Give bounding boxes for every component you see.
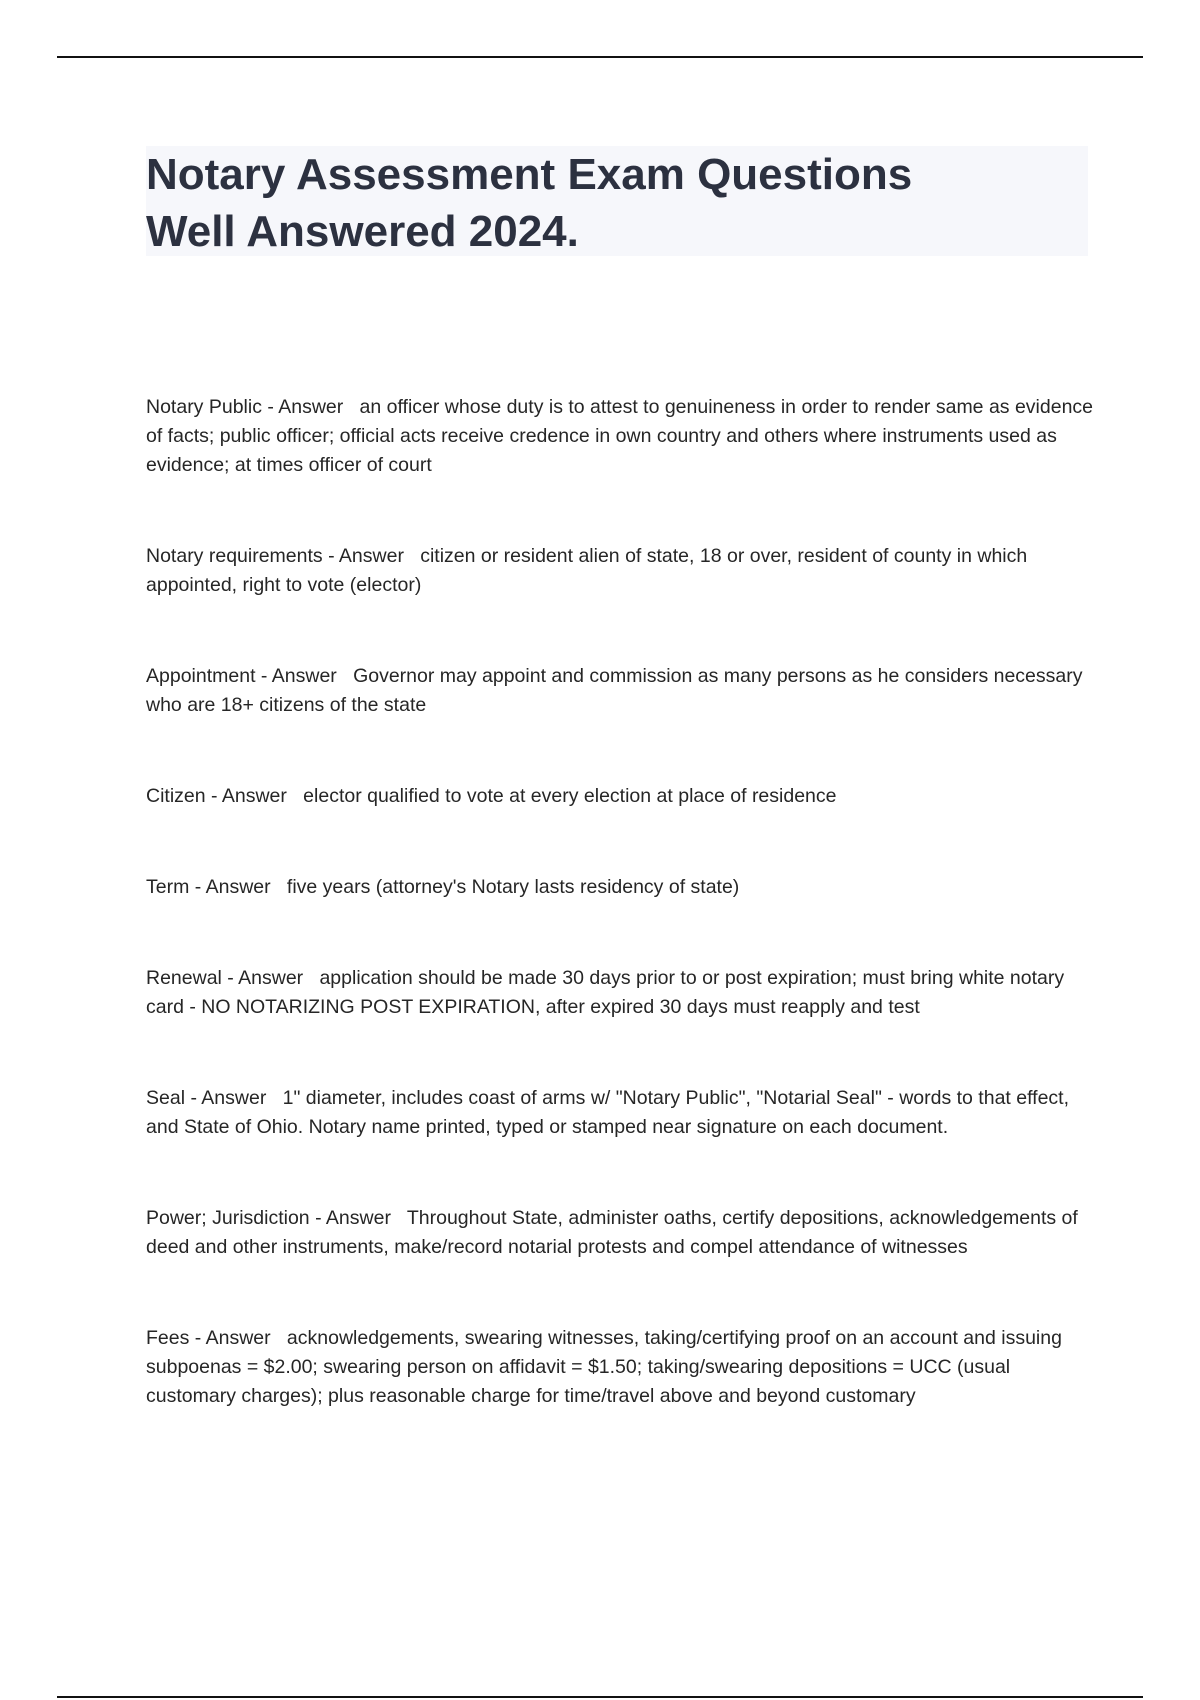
top-rule [57,56,1143,58]
qa-answer: an officer whose duty is to attest to genuineness in order to render same as evidence of facts; public officer; official acts receive credence in own country and others where instruments used as evidence; at times officer of court [146,396,1094,476]
qa-answer-label: Answer [325,1207,391,1229]
qa-answer: elector qualified to vote at every election at place of residence [303,785,837,807]
qa-term: Fees [146,1327,190,1349]
qa-answer: 1" diameter, includes coast of arms w/ "Notary Public", "Notarial Seal" - words to that effect, and State of Ohio. Notary name printed, typed or stamped near signature on each document. [146,1087,1070,1138]
qa-item: Appointment - Answer Governor may appoint and commission as many persons as he considers necessary who are 18+ citizens of the state [146,665,1083,716]
qa-term: Appointment [146,665,256,687]
qa-item: Citizen - Answer elector qualified to vote at every election at place of residence [146,785,837,807]
qa-answer-label: Answer [205,876,271,898]
qa-item: Seal - Answer 1" diameter, includes coast of arms w/ "Notary Public", "Notarial Seal" - words to that effect, and State of Ohio. Notary name printed, typed or stamped near signature on each document. [146,1087,1070,1138]
qa-answer-label: Answer [238,967,304,989]
qa-term: Notary Public [146,396,262,418]
qa-answer: Throughout State, administer oaths, certify depositions, acknowledgements of deed and other instruments, make/record notarial protests and compel attendance of witnesses [146,1207,1078,1258]
qa-answer: application should be made 30 days prior to or post expiration; must bring white notary card - NO NOTARIZING POST EXPIRATION, after expired 30 days must reapply and test [146,967,1065,1018]
qa-term: Notary requirements [146,545,323,567]
qa-item: Notary Public - Answer an officer whose duty is to attest to genuineness in order to render same as evidence of facts; public officer; official acts receive credence in own country and others where instruments used as evidence; at times officer of court [146,396,1094,476]
qa-term: Renewal [146,967,222,989]
qa-answer-label: Answer [338,545,404,567]
bottom-rule [57,1696,1143,1698]
qa-item: Fees - Answer acknowledgements, swearing witnesses, taking/certifying proof on an account and issuing subpoenas = $2.00; swearing person on affidavit = $1.50; taking/swearing depositions = UCC (usual customary charges); plus reasonable charge for time/travel above and beyond customary [146,1327,1062,1407]
qa-term: Citizen [146,785,206,807]
qa-answer-label: Answer [201,1087,267,1109]
qa-item: Notary requirements - Answer citizen or resident alien of state, 18 or over, resident of county in which appointed, right to vote (elector) [146,545,1028,596]
qa-term: Power; Jurisdiction [146,1207,310,1229]
qa-term: Seal [146,1087,186,1109]
qa-term: Term [146,876,190,898]
page-title: Notary Assessment Exam Questions Well Answered 2024. [146,150,913,256]
qa-answer-label: Answer [205,1327,271,1349]
qa-answer: acknowledgements, swearing witnesses, taking/certifying proof on an account and issuing subpoenas = $2.00; swearing person on affidavit = $1.50; taking/swearing depositions = UCC (usual customary charges); plus reasonable charge for time/travel above and beyond customary [146,1327,1062,1407]
qa-answer-label: Answer [278,396,344,418]
title-banner [146,146,1088,256]
qa-answer: citizen or resident alien of state, 18 or over, resident of county in which appointed, right to vote (elector) [146,545,1028,596]
qa-item: Power; Jurisdiction - Answer Throughout State, administer oaths, certify depositions, acknowledgements of deed and other instruments, make/record notarial protests and compel attendance of witnesses [146,1207,1078,1258]
qa-list [146,393,1094,1411]
qa-item: Term - Answer five years (attorney's Notary lasts residency of state) [146,876,740,898]
qa-answer-label: Answer [221,785,287,807]
qa-answer: Governor may appoint and commission as many persons as he considers necessary who are 18+ citizens of the state [146,665,1083,716]
qa-answer-label: Answer [271,665,337,687]
qa-answer: five years (attorney's Notary lasts residency of state) [286,876,740,898]
qa-item: Renewal - Answer application should be made 30 days prior to or post expiration; must bring white notary card - NO NOTARIZING POST EXPIRATION, after expired 30 days must reapply and test [146,967,1065,1018]
